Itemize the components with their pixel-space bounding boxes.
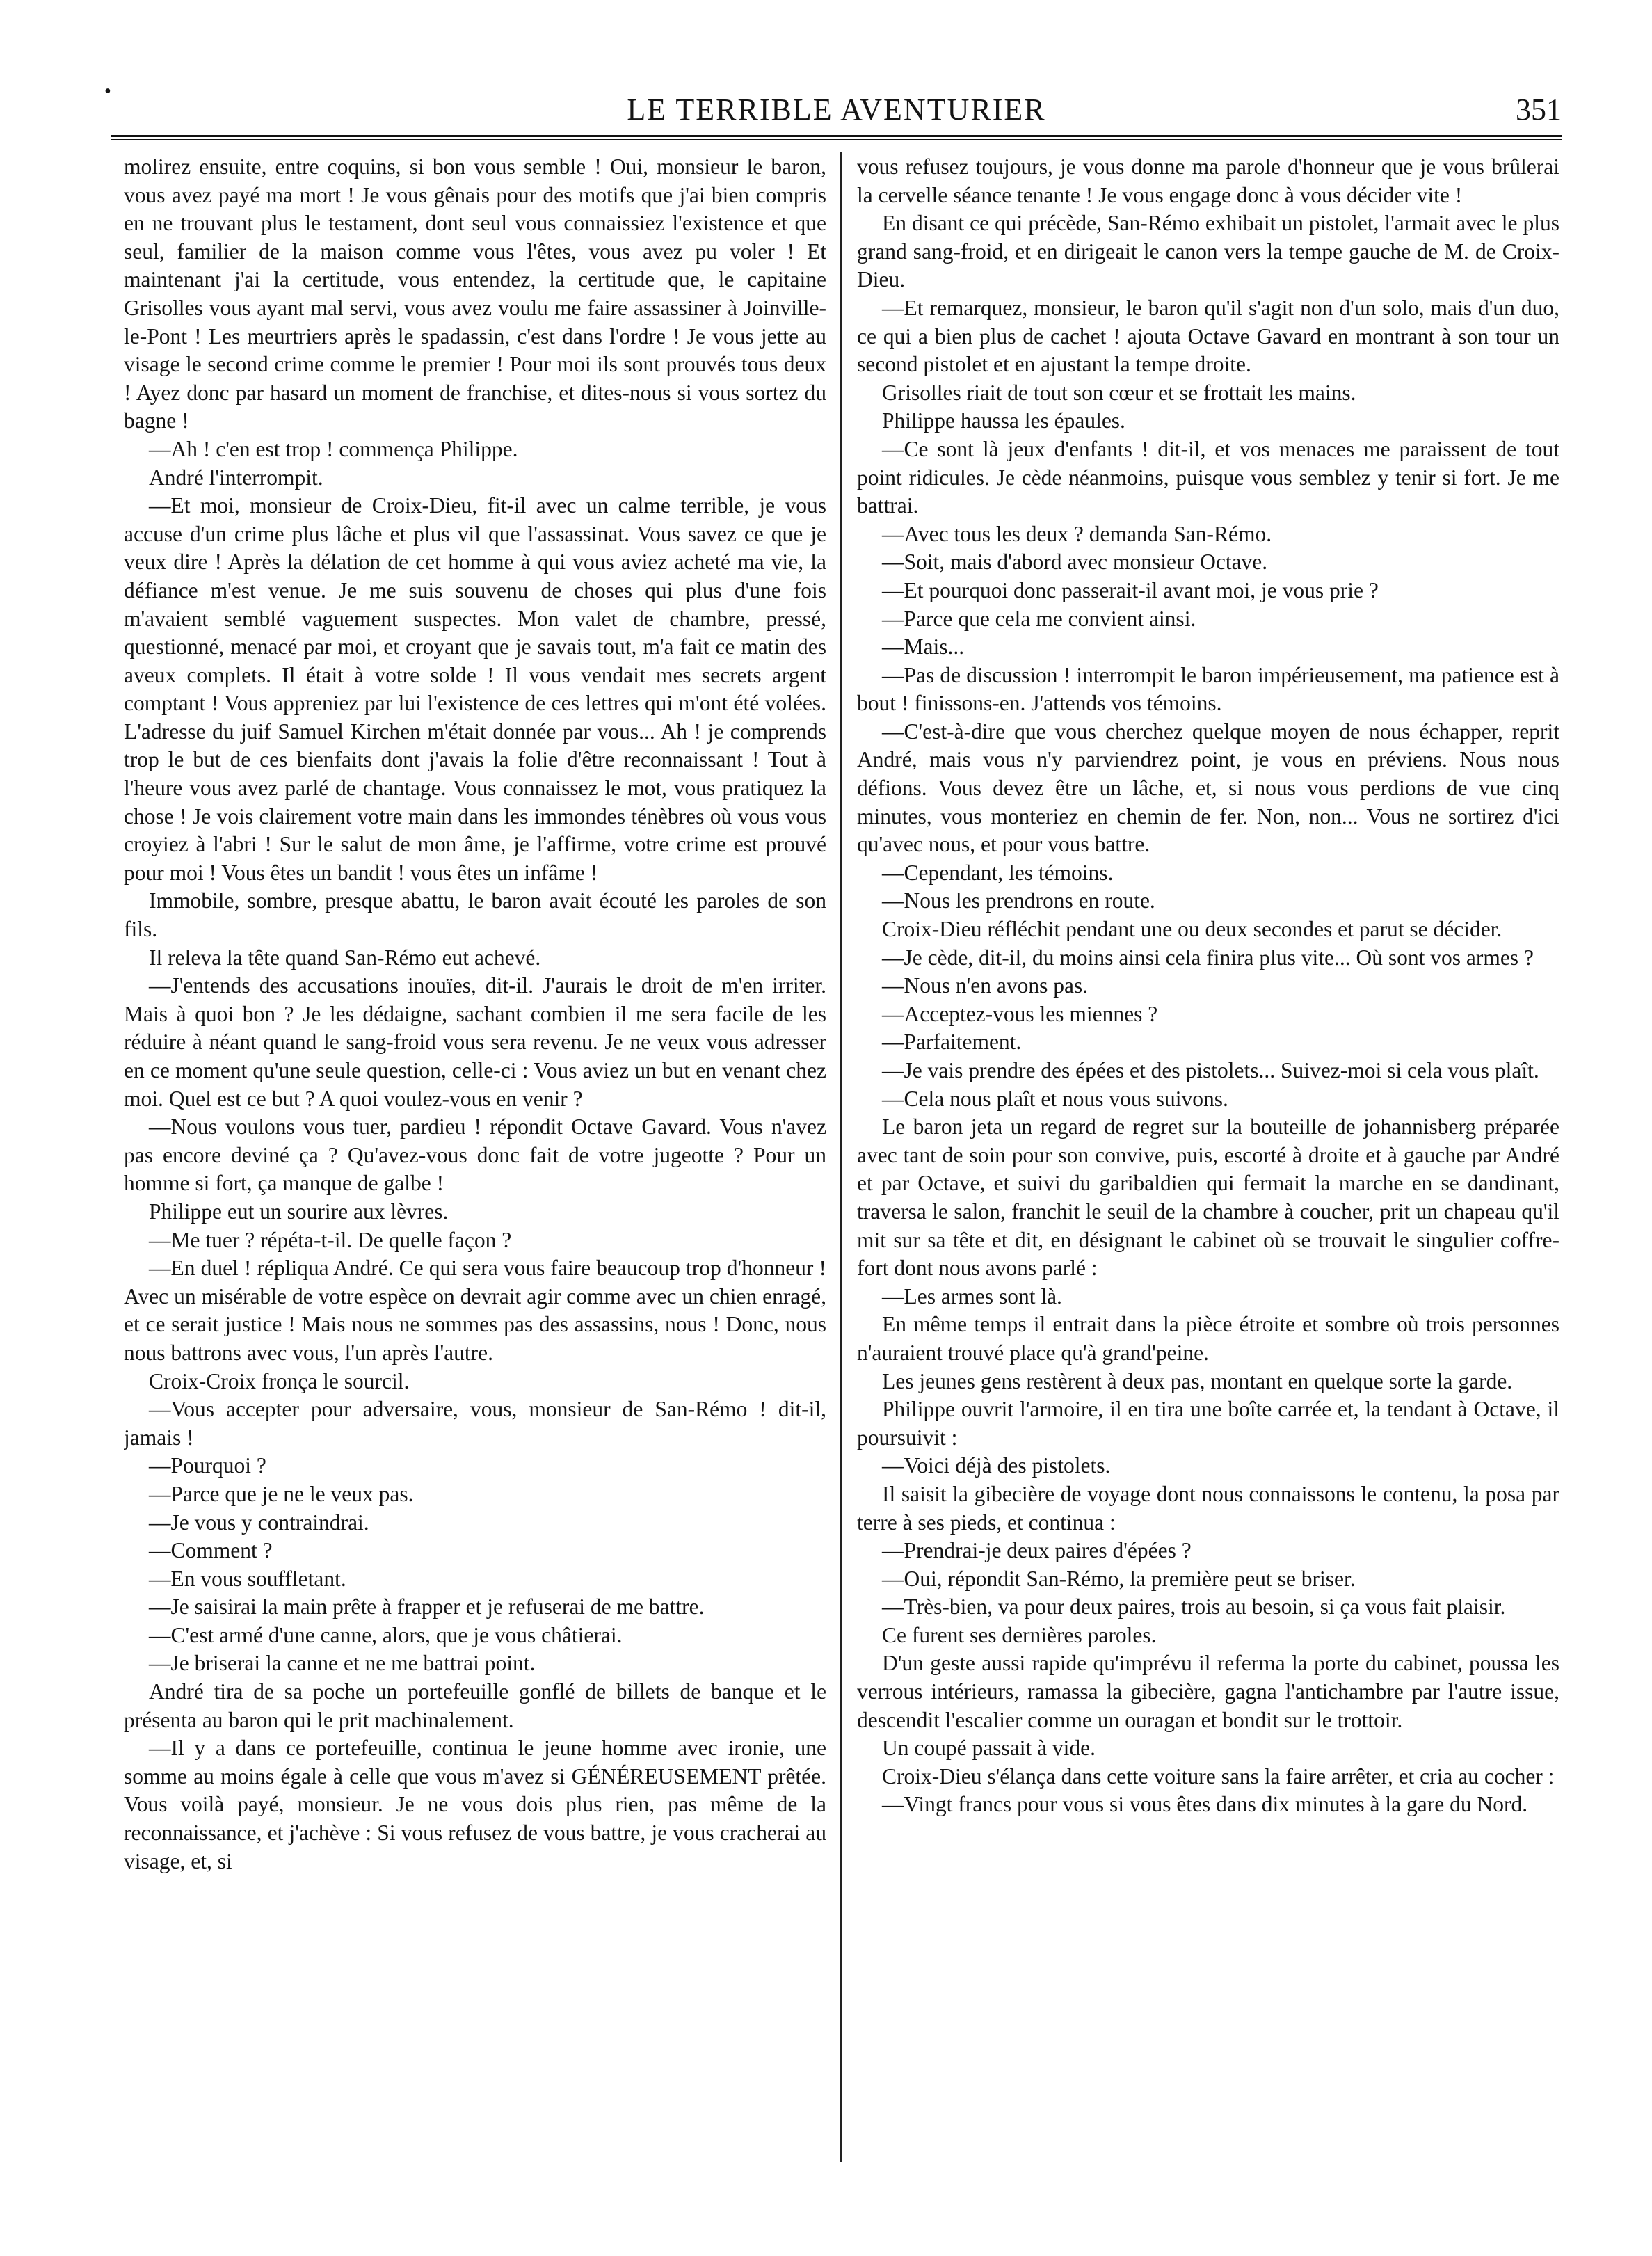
column-divider	[840, 152, 842, 2162]
running-title: LE TERRIBLE AVENTURIER	[627, 93, 1046, 127]
paragraph: En même temps il entrait dans la pièce étroite et sombre où trois personnes n'auraient trouvé place qu'à grand'peine.	[857, 1312, 1559, 1365]
header-rule	[111, 135, 1562, 140]
paragraph: —Soit, mais d'abord avec monsieur Octave.	[882, 550, 1268, 575]
paragraph: Il saisit la gibecière de voyage dont nous connaissons le contenu, la posa par terre à ses pieds, et continua :	[857, 1481, 1559, 1535]
paragraph: D'un geste aussi rapide qu'imprévu il referma la porte du cabinet, poussa les verrous intérieurs, ramassa la gibecière, gagna l'antichambre par l'autre issue, descendit l'escalier comme un ouragan et bondit sur le trottoir.	[857, 1651, 1559, 1732]
paragraph: —Et pourquoi donc passerait-il avant moi, je vous prie ?	[882, 577, 1379, 602]
paragraph: —C'est armé d'une canne, alors, que je vous châtierai.	[149, 1622, 623, 1647]
paragraph: —C'est-à-dire que vous cherchez quelque moyen de nous échapper, reprit André, mais vous n'y parviendrez point, je vous en préviens. Nous nous défions. Vous devez être un lâche, et, si nous vous perdions de vue cinq minutes, vous monteriez en chemin de fer. Non, non... Vous ne sortirez d'ici qu'avec nous, et pour vous battre.	[857, 719, 1559, 857]
paragraph: —J'entends des accusations inouïes, dit-il. J'aurais le droit de m'en irriter. Mais à quoi bon ? Je les dédaigne, sachant combien il me sera facile de les réduire à néant quand le sang-froid vous sera revenu. Je ne veux vous adresser en ce moment qu'une seule question, celle-ci : Vous aviez un but en venant chez moi. Quel est ce but ? A quoi voulez-vous en venir ?	[124, 973, 826, 1111]
page-header	[104, 81, 1562, 136]
paragraph: —Me tuer ? répéta-t-il. De quelle façon ?	[149, 1227, 512, 1252]
paragraph: —Je vais prendre des épées et des pistolets... Suivez-moi si cela vous plaît.	[882, 1058, 1539, 1082]
paragraph: Croix-Dieu réfléchit pendant une ou deux secondes et parut se décider.	[882, 917, 1502, 942]
paragraph: —Parfaitement.	[882, 1030, 1022, 1055]
paragraph: —Très-bien, va pour deux paires, trois au besoin, si ça vous fait plaisir.	[882, 1594, 1506, 1619]
paragraph: —Mais...	[882, 634, 965, 659]
paragraph: —Nous voulons vous tuer, pardieu ! répondit Octave Gavard. Vous n'avez pas encore deviné ça ? Qu'avez-vous donc fait de votre jugeotte ? Pour un homme si fort, ça manque de galbe !	[124, 1114, 826, 1196]
paragraph: Les jeunes gens restèrent à deux pas, montant en quelque sorte la garde.	[882, 1368, 1513, 1393]
paragraph: —Cependant, les témoins.	[882, 860, 1114, 885]
paragraph: —Ah ! c'en est trop ! commença Philippe.	[149, 436, 518, 461]
paragraph: Croix-Dieu s'élança dans cette voiture sans la faire arrêter, et cria au cocher :	[882, 1763, 1555, 1789]
paragraph: Immobile, sombre, presque abattu, le baron avait écouté les paroles de son fils.	[124, 888, 826, 942]
paragraph: André l'interrompit.	[149, 465, 323, 490]
paragraph: En disant ce qui précède, San-Rémo exhibait un pistolet, l'armait avec le plus grand sang-froid, et en dirigeait le canon vers la tempe gauche de M. de Croix-Dieu.	[857, 211, 1559, 292]
paragraph: —Cela nous plaît et nous vous suivons.	[882, 1086, 1228, 1111]
paragraph: —Je briserai la canne et ne me battrai point.	[149, 1651, 536, 1676]
paragraph: —Vingt francs pour vous si vous êtes dans dix minutes à la gare du Nord.	[882, 1792, 1528, 1817]
paragraph: —Ce sont là jeux d'enfants ! dit-il, et vos menaces me paraissent de tout point ridicules. Je cède néanmoins, puisque vous semblez y tenir si fort. Je me battrai.	[857, 436, 1559, 518]
paragraph: —Il y a dans ce portefeuille, continua le jeune homme avec ironie, une somme au moins égale à celle que vous m'avez si GÉNÉREUSEMENT prêtée. Vous voilà payé, monsieur. Je ne vous dois plus rien, pas même de la reconnaissance, et j'achève : Si vous refusez de vous battre, je vous cracherai au visage, et, si	[124, 1736, 826, 1873]
paragraph: Un coupé passait à vide.	[882, 1736, 1096, 1761]
paragraph: Philippe haussa les épaules.	[882, 408, 1125, 433]
paragraph: —Parce que cela me convient ainsi.	[882, 606, 1196, 631]
paragraph: Grisolles riait de tout son cœur et se frottait les mains.	[882, 380, 1356, 405]
paragraph: —Je saisirai la main prête à frapper et je refuserai de me battre.	[149, 1594, 705, 1619]
paragraph: Ce furent ses dernières paroles.	[882, 1622, 1157, 1647]
paragraph: Philippe ouvrit l'armoire, il en tira une boîte carrée et, la tendant à Octave, il poursuivit :	[857, 1397, 1559, 1450]
paragraph: —Je vous y contraindrai.	[149, 1510, 369, 1535]
paragraph: —Voici déjà des pistolets.	[882, 1453, 1111, 1478]
paragraph: —Oui, répondit San-Rémo, la première peut se briser.	[882, 1566, 1356, 1591]
paragraph: —En duel ! répliqua André. Ce qui sera vous faire beaucoup trop d'honneur ! Avec un misérable de votre espèce on devrait agir comme avec un chien enragé, et ce serait justice ! Mais nous ne sommes pas des assassins, nous ! Donc, nous nous battrons avec vous, l'un après l'autre.	[124, 1256, 826, 1365]
paragraph: —Acceptez-vous les miennes ?	[882, 1001, 1158, 1026]
paragraph: vous refusez toujours, je vous donne ma parole d'honneur que je vous brûlerai la cervelle séance tenante ! Je vous engage donc à vous décider vite !	[857, 154, 1559, 207]
paragraph: —Vous accepter pour adversaire, vous, monsieur de San-Rémo ! dit-il, jamais !	[124, 1397, 826, 1450]
paragraph: —Pourquoi ?	[149, 1453, 266, 1478]
paragraph: —Prendrai-je deux paires d'épées ?	[882, 1538, 1192, 1563]
paragraph: —Parce que je ne le veux pas.	[149, 1481, 414, 1506]
paragraph: —Et moi, monsieur de Croix-Dieu, fit-il avec un calme terrible, je vous accuse d'un crime plus lâche et plus vil que l'assassinat. Vous savez ce que je veux dire ! Après la délation de cet homme à qui vous aviez acheté ma vie, la défiance m'est venue. Je me suis souvenu de choses qui plus d'une fois m'avaient semblé vaguement suspectes. Mon valet de chambre, pressé, questionné, menacé par moi, et croyant que je savais tout, m'a fait ce matin des aveux complets. Il était à votre solde ! Il vous vendait mes secrets argent comptant ! Vous appreniez par lui l'existence de ces lettres qui m'ont été volées. L'adresse du juif Samuel Kirchen m'était donnée par vous... Ah ! je comprends trop le but de ces bienfaits dont j'avais la folie d'être reconnaissant ! Tout à l'heure vous avez parlé de chantage. Vous connaissez le mot, vous pratiquez la chose ! Je vois clairement votre main dans les immondes ténèbres où vous vous croyiez à l'abri ! Sur le salut de mon âme, je l'affirme, votre crime est prouvé pour moi ! Vous êtes un bandit ! vous êtes un infâme !	[124, 493, 826, 885]
paragraph: —Nous n'en avons pas.	[882, 973, 1089, 998]
right-column	[857, 153, 1559, 2170]
paragraph: —Pas de discussion ! interrompit le baron impérieusement, ma patience est à bout ! finissons-en. J'attends vos témoins.	[857, 662, 1559, 716]
paragraph: —En vous souffletant.	[149, 1566, 346, 1591]
paragraph: —Avec tous les deux ? demanda San-Rémo.	[882, 521, 1272, 546]
paragraph: Philippe eut un sourire aux lèvres.	[149, 1199, 449, 1224]
paragraph: Le baron jeta un regard de regret sur la bouteille de johannisberg préparée avec tant de soin pour son convive, puis, escorté à droite et à gauche par André et par Octave, et suivi du garibaldien qui fermait la marche en se dandinant, traversa le salon, franchit le seuil de la chambre à coucher, prit un chapeau qu'il mit sur sa tête et dit, en désignant le cabinet où se trouvait le singulier coffre-fort dont nous avons parlé :	[857, 1114, 1559, 1281]
paragraph: molirez ensuite, entre coquins, si bon vous semble ! Oui, monsieur le baron, vous avez payé ma mort ! Je vous gênais pour des motifs que j'ai bien compris en ne trouvant plus le testament, dont seul vous connaissiez l'existence et que seul, familier de la maison comme vous l'êtes, vous avez pu voler ! Et maintenant j'ai la certitude, vous entendez, la certitude que, le capitaine Grisolles vous ayant mal servi, vous avez voulu me faire assassiner à Joinville-le-Pont ! Les meurtriers après le spadassin, c'est dans l'ordre ! Je vous jette au visage le second crime comme le premier ! Pour moi ils sont prouvés tous deux ! Ayez donc par hasard un moment de franchise, et dites-nous si vous sortez du bagne !	[124, 154, 826, 433]
ink-dot: •	[104, 81, 111, 102]
paragraph: —Nous les prendrons en route.	[882, 888, 1155, 913]
paragraph: —Je cède, dit-il, du moins ainsi cela finira plus vite... Où sont vos armes ?	[882, 945, 1534, 970]
paragraph: —Les armes sont là.	[882, 1283, 1062, 1309]
paragraph: Croix-Croix fronça le sourcil.	[149, 1368, 410, 1393]
paragraph: —Et remarquez, monsieur, le baron qu'il s'agit non d'un solo, mais d'un duo, ce qui a bien plus de cachet ! ajouta Octave Gavard en montrant à son tour un second pistolet et en ajustant la tempe droite.	[857, 295, 1559, 377]
paragraph: Il releva la tête quand San-Rémo eut achevé.	[149, 945, 541, 970]
paragraph: —Comment ?	[149, 1538, 273, 1563]
page-number: 351	[1516, 93, 1562, 127]
left-column	[124, 153, 826, 2170]
paragraph: André tira de sa poche un portefeuille gonflé de billets de banque et le présenta au baron qui le prit machinalement.	[124, 1679, 826, 1732]
